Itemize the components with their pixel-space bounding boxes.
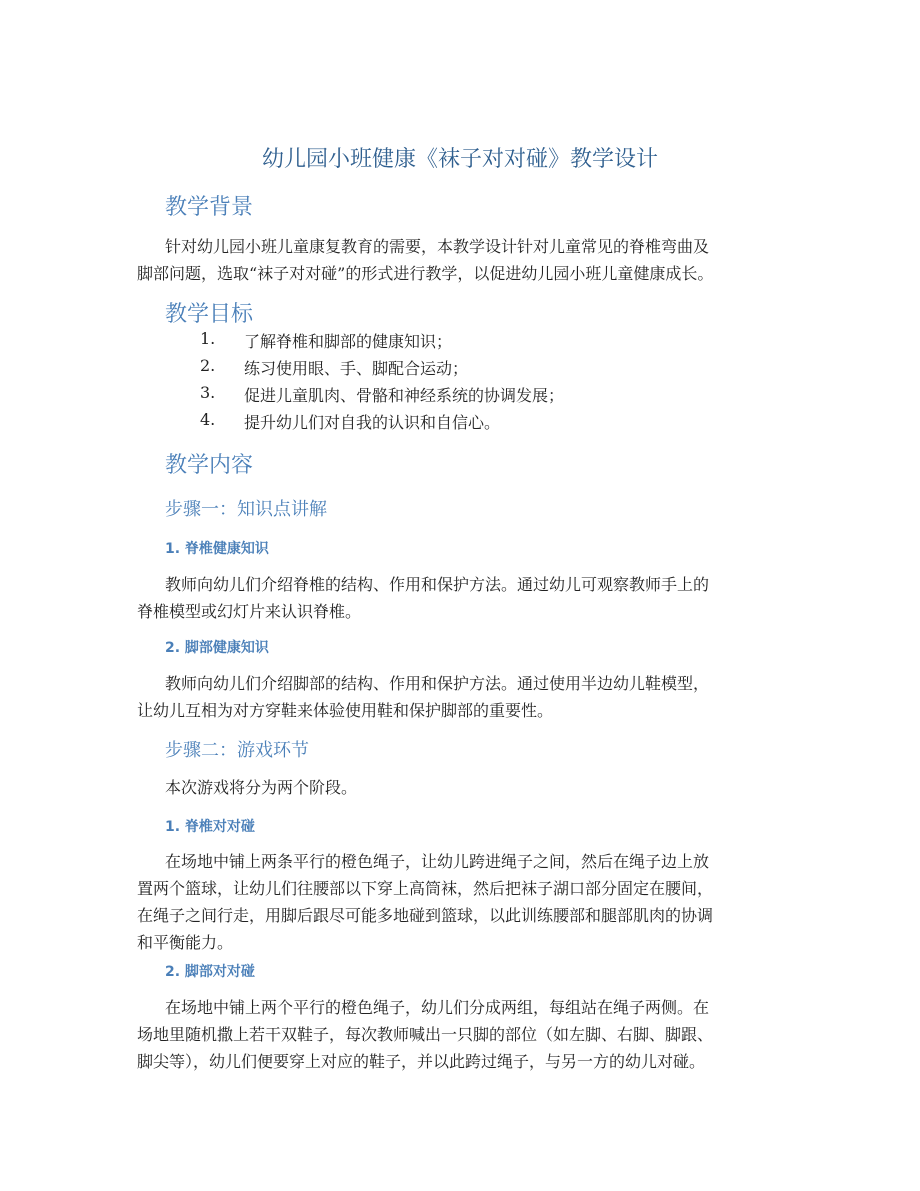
paragraph-line: 教师向幼儿们介绍脊椎的结构、作用和保护方法。通过幼儿可观察教师手上的 <box>165 575 710 594</box>
paragraph-line: 在绳子之间行走，用脚后跟尽可能多地碰到篮球，以此训练腰部和腿部肌肉的协调 <box>137 906 714 925</box>
heading-background: 教学背景 <box>165 195 254 220</box>
heading-foot-knowledge: 2. 脚部健康知识 <box>165 640 269 656</box>
foot-knowledge-paragraph <box>137 670 783 724</box>
list-text: 提升幼儿们对自我的认识和自信心。 <box>244 413 501 432</box>
heading-spine-knowledge: 1. 脊椎健康知识 <box>165 541 269 557</box>
list-text: 练习使用眼、手、脚配合运动； <box>244 359 469 378</box>
heading-step1: 步骤一：知识点讲解 <box>165 499 327 520</box>
list-number: 2. <box>200 356 216 375</box>
list-number: 1. <box>200 329 216 348</box>
paragraph-line: 场地里随机撒上若干双鞋子，每次教师喊出一只脚的部位（如左脚、右脚、脚跟、 <box>137 1025 714 1044</box>
paragraph-line: 在场地中铺上两条平行的橙色绳子，让幼儿跨进绳子之间，然后在绳子边上放 <box>165 852 710 871</box>
list-number: 4. <box>200 410 216 429</box>
foot-game-paragraph <box>137 994 783 1075</box>
paragraph-line: 脚尖等），幼儿们便要穿上对应的鞋子，并以此跨过绳子，与另一方的幼儿对碰。 <box>137 1052 706 1071</box>
heading-spine-game: 1. 脊椎对对碰 <box>165 819 255 835</box>
heading-foot-game: 2. 脚部对对碰 <box>165 964 255 980</box>
background-paragraph <box>137 233 783 287</box>
paragraph-line: 置两个篮球，让幼儿们往腰部以下穿上高筒袜，然后把袜子湖口部分固定在腰间， <box>137 879 714 898</box>
heading-content: 教学内容 <box>165 453 254 478</box>
paragraph-line: 针对幼儿园小班儿童康复教育的需要，本教学设计针对儿童常见的脊椎弯曲及 <box>165 237 710 256</box>
spine-knowledge-paragraph <box>137 571 783 625</box>
paragraph-line: 在场地中铺上两个平行的橙色绳子，幼儿们分成两组，每组站在绳子两侧。在 <box>165 998 710 1017</box>
list-text: 了解脊椎和脚部的健康知识； <box>244 332 453 351</box>
paragraph-line: 脚部问题，选取“袜子对对碰”的形式进行教学，以促进幼儿园小班儿童健康成长。 <box>137 264 714 283</box>
step2-intro: 本次游戏将分为两个阶段。 <box>165 778 358 797</box>
list-number: 3. <box>200 383 216 402</box>
document-title: 幼儿园小班健康《袜子对对碰》教学设计 <box>261 147 658 172</box>
spine-game-paragraph <box>137 848 783 956</box>
document-page <box>137 0 783 1191</box>
list-text: 促进儿童肌肉、骨骼和神经系统的协调发展； <box>244 386 565 405</box>
paragraph-line: 教师向幼儿们介绍脚部的结构、作用和保护方法。通过使用半边幼儿鞋模型， <box>165 674 710 693</box>
paragraph-line: 让幼儿互相为对方穿鞋来体验使用鞋和保护脚部的重要性。 <box>137 701 554 720</box>
heading-goals: 教学目标 <box>165 302 254 327</box>
paragraph-line: 脊椎模型或幻灯片来认识脊椎。 <box>137 602 362 621</box>
heading-step2: 步骤二：游戏环节 <box>165 740 309 761</box>
paragraph-line: 和平衡能力。 <box>137 933 234 952</box>
